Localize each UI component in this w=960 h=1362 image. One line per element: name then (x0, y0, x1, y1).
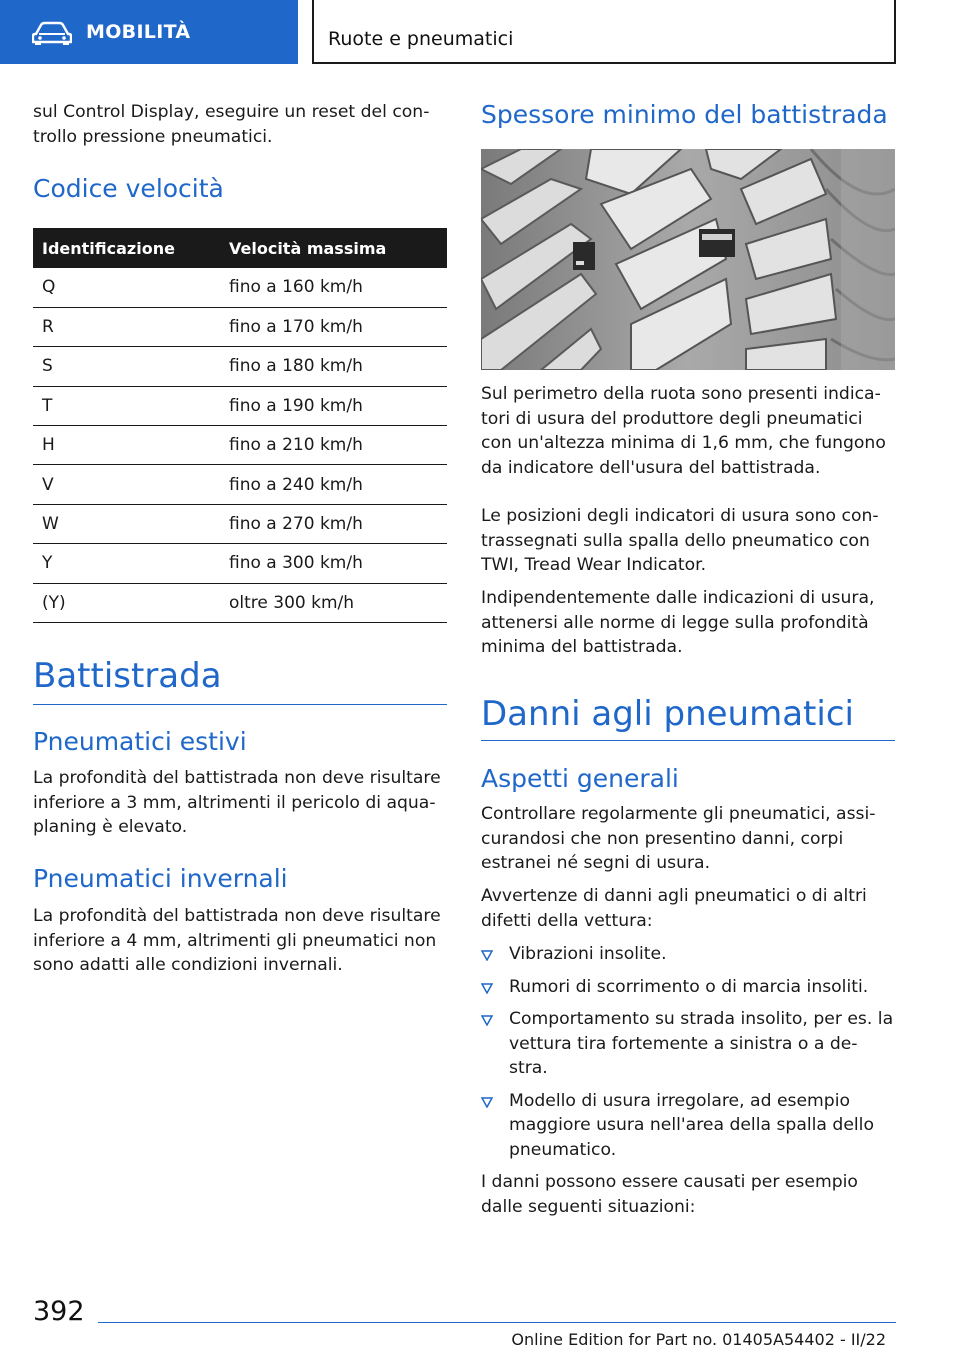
table-cell: (Y) (33, 583, 220, 622)
section-tab (0, 0, 298, 64)
table-cell: Q (33, 268, 220, 307)
list-item (481, 975, 895, 1000)
table-cell: oltre 300 km/h (220, 583, 447, 622)
table-row (33, 307, 447, 346)
table-row (33, 465, 447, 504)
table-row (33, 544, 447, 583)
table-header-cell: Identificazione (33, 228, 220, 268)
triangle-bullet-icon (481, 950, 493, 961)
table-cell: fino a 160 km/h (220, 268, 447, 307)
table-header-cell: Velocità massima (220, 228, 447, 268)
general-aspects-heading: Aspetti generali (481, 764, 679, 793)
winter-tires-heading: Pneumatici invernali (33, 864, 288, 893)
car-icon (32, 20, 72, 46)
table-cell: fino a 180 km/h (220, 347, 447, 386)
table-header-row (33, 228, 447, 268)
min-tread-text-2: Le posizioni degli indicatori di usura sono con-trassegnati sulla spalla dello pneumatico con TWI, Tread Wear Indicator. (481, 506, 879, 575)
tire-tread-wear-indicator-image (481, 149, 895, 370)
section-label: MOBILITÀ (86, 21, 191, 43)
chapter-title-box (312, 0, 896, 64)
min-tread-text-1: Sul perimetro della ruota sono presenti indica-tori di usura del produttore degli pneumatici con un'altezza minima di 1,6 mm, che fungono da indicatore dell'usura del battistrada. (481, 384, 886, 478)
table-cell: S (33, 347, 220, 386)
table-cell: T (33, 386, 220, 425)
table-row (33, 583, 447, 622)
triangle-bullet-icon (481, 983, 493, 994)
min-tread-heading: Spessore minimo del battistrada (481, 100, 888, 129)
summer-tires-text: La profondità del battistrada non deve risultare inferiore a 3 mm, altrimenti il pericolo di aqua-planing è elevato. (33, 768, 441, 837)
table-cell: fino a 170 km/h (220, 307, 447, 346)
list-item (481, 942, 895, 967)
list-item-text: Comportamento su strada insolito, per es. la vettura tira fortemente a sinistra o a de-stra. (509, 1009, 894, 1078)
closing-text: I danni possono essere causati per esempio dalle seguenti situazioni: (481, 1172, 858, 1217)
table-cell: H (33, 426, 220, 465)
speed-code-heading: Codice velocità (33, 174, 224, 203)
list-item-text: Vibrazioni insolite. (509, 944, 667, 964)
winter-tires-text: La profondità del battistrada non deve risultare inferiore a 4 mm, altrimenti gli pneumatici non sono adatti alle condizioni invernali. (33, 906, 441, 975)
tread-heading: Battistrada (33, 656, 222, 696)
section-divider (33, 704, 447, 705)
damage-warning-list (481, 942, 895, 1170)
table-cell: fino a 190 km/h (220, 386, 447, 425)
table-row (33, 386, 447, 425)
list-item (481, 1089, 895, 1163)
general-text-2: Avvertenze di danni agli pneumatici o di altri difetti della vettura: (481, 886, 867, 931)
table-row (33, 426, 447, 465)
triangle-bullet-icon (481, 1097, 493, 1108)
table-cell: R (33, 307, 220, 346)
summer-tires-heading: Pneumatici estivi (33, 727, 247, 756)
list-item (481, 1007, 895, 1081)
table-cell: fino a 270 km/h (220, 504, 447, 543)
table-cell: fino a 210 km/h (220, 426, 447, 465)
table-cell: W (33, 504, 220, 543)
table-cell: V (33, 465, 220, 504)
table-cell: fino a 300 km/h (220, 544, 447, 583)
general-text-1: Controllare regolarmente gli pneumatici, assi-curandosi che non presentino danni, corpi estranei né segni di usura. (481, 804, 876, 873)
list-item-text: Rumori di scorrimento o di marcia insoliti. (509, 976, 869, 997)
page-number: 392 (33, 1296, 85, 1327)
intro-text: sul Control Display, eseguire un reset del con-trollo pressione pneumatici. (33, 102, 430, 147)
section-divider (481, 740, 895, 741)
table-cell: fino a 240 km/h (220, 465, 447, 504)
speed-code-table (33, 228, 447, 623)
min-tread-text-3: Indipendentemente dalle indicazioni di usura, attenersi alle norme di legge sulla profondità minima del battistrada. (481, 588, 875, 657)
triangle-bullet-icon (481, 1015, 493, 1026)
table-row (33, 268, 447, 307)
edition-footer: Online Edition for Part no. 01405A54402 - II/22 (511, 1330, 886, 1349)
list-item-text: Modello di usura irregolare, ad esempio maggiore usura nell'area della spalla dello pneumatico. (509, 1090, 874, 1160)
footer-divider (98, 1322, 896, 1323)
tire-damage-heading: Danni agli pneumatici (481, 694, 854, 734)
table-cell: Y (33, 544, 220, 583)
chapter-title: Ruote e pneumatici (328, 28, 514, 50)
table-row (33, 504, 447, 543)
table-row (33, 347, 447, 386)
